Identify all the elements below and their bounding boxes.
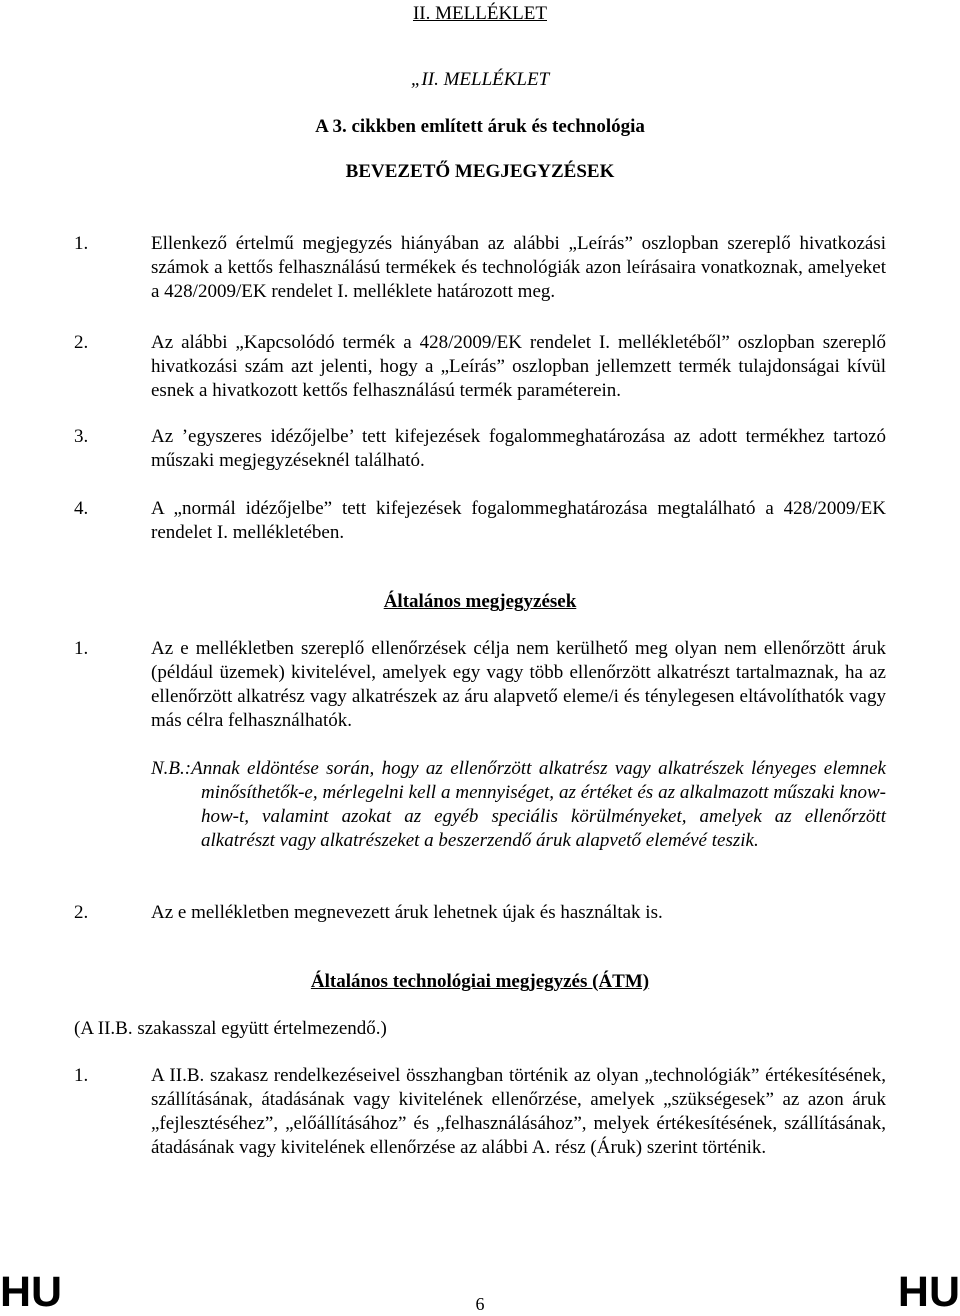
intro-note-4-text: A „normál idézőjelbe” tett kifejezések fogalommeghatározása megtalálható a 428/2009/EK rendelet I. mellékletében. [151,498,886,543]
nb-note [151,757,886,853]
page-title: A 3. cikkben említett áruk és technológia [315,116,645,137]
annex-header-link[interactable]: II. MELLÉKLET [412,3,547,24]
intro-note-2-number: 2. [74,332,89,353]
gtn-note-1-text: A II.B. szakasz rendelkezéseivel összhangban történik az olyan „technológiák” értékesítésének, szállításának, átadásának vagy kivitelének ellenőrzése, amelyek „szükségesek” az azon áruk „fejlesztéséhez”, „előállításához” és „felhasználásához”, melyek értékesítésének, szállításának, átadásának vagy kivitelének ellenőrzése az alábbi A. rész (Áruk) szerint történik. [151,1065,886,1158]
general-note-2-number: 2. [74,902,89,923]
gtn-note-1 [74,1064,886,1160]
intro-note-2-text: Az alábbi „Kapcsolódó termék a 428/2009/EK rendelet I. mellékletéből” oszlopban szereplő hivatkozási szám azt jelenti, hogy a „Leírás” oszlopban jellemzett termék tulajdonságai kívül esnek a hivatkozott kettős felhasználású termék paraméterein. [151,332,886,401]
gtn-reading-note: (A II.B. szakasszal együtt értelmezendő.) [74,1018,387,1039]
intro-note-3-text: Az ’egyszeres idézőjelbe’ tett kifejezések fogalommeghatározása az adott termékhez tartozó műszaki megjegyzéseknél található. [151,426,886,471]
intro-note-4 [74,497,886,545]
language-code-left: HU [0,1268,63,1316]
page-number: 6 [475,1294,485,1314]
intro-notes-heading: BEVEZETŐ MEGJEGYZÉSEK [345,161,615,182]
general-notes-heading: Általános megjegyzések [383,591,577,612]
general-note-1-number: 1. [74,638,89,659]
gtn-note-1-number: 1. [74,1065,89,1086]
general-note-1 [74,637,886,733]
intro-note-4-number: 4. [74,498,89,519]
intro-note-1 [74,232,886,304]
intro-note-1-text: Ellenkező értelmű megjegyzés hiányában az alábbi „Leírás” oszlopban szereplő hivatkozási számok a kettős felhasználású termékek és technológiák azon leírásaira vonatkoznak, amelyeket a 428/2009/EK rendelet I. melléklete határozott meg. [151,233,886,302]
intro-note-3-number: 3. [74,426,89,447]
nb-note-text: N.B.:Annak eldöntése során, hogy az ellenőrzött alkatrész vagy alkatrészek lényeges elemnek minősíthetők-e, mérlegelni kell a mennyiséget, az értéket és az alkalmazott műszaki know-how-t, valamint azokat az egyéb speciális körülményeket, amelyek az ellenőrzött alkatrészt vagy alkatrészeket a beszerzendő áruk alapvető elemévé teszik. [151,758,886,851]
gtn-heading: Általános technológiai megjegyzés (ÁTM) [310,971,650,992]
intro-note-1-number: 1. [74,233,89,254]
annex-title-italic: „II. MELLÉKLET [410,69,550,90]
general-note-2 [74,901,886,925]
general-note-1-text: Az e mellékletben szereplő ellenőrzések célja nem kerülhető meg olyan nem ellenőrzött áruk (például üzemek) kivitelével, amelyek egy vagy több ellenőrzött alkatrészt tartalmaznak, ha az ellenőrzött alkatrész vagy alkatrészek az áru alapvető eleme/i és ténylegesen eltávolíthatók vagy más célra felhasználhatók. [151,638,886,731]
language-code-right: HU [897,1268,960,1316]
general-note-2-text: Az e mellékletben megnevezett áruk lehetnek újak és használtak is. [151,902,663,923]
intro-note-2 [74,331,886,403]
intro-note-3 [74,425,886,473]
